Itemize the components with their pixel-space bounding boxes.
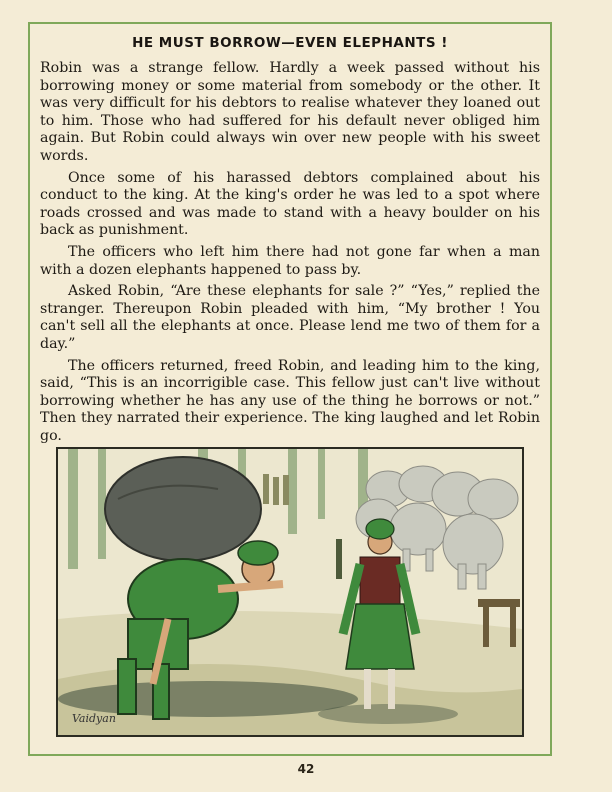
distant-officers: [263, 474, 289, 505]
story-title: HE MUST BORROW—EVEN ELEPHANTS !: [132, 35, 448, 51]
paragraph-3: The officers who left him there had not gone far when a man with a dozen elephants happened to pass by.: [40, 243, 540, 278]
story-text: [40, 60, 540, 449]
illustration-drawing: [58, 449, 522, 735]
story-illustration: [56, 447, 524, 737]
paragraph-1: Robin was a strange fellow. Hardly a week passed without his borrowing money or some material from somebody or the other. It was very difficult for his debtors to realise whatever they loaned out to him. Those who had suffered for his default never obliged him again. But Robin could always win over new people with his sweet words.: [40, 60, 540, 164]
artist-signature: Vaidyan: [72, 712, 116, 725]
page-number: 42: [297, 762, 315, 776]
paragraph-2: Once some of his harassed debtors complained about his conduct to the king. At the king's order he was led to a spot where roads crossed and was made to stand with a heavy boulder on his back as punishment.: [40, 169, 540, 239]
paragraph-5: The officers returned, freed Robin, and leading him to the king, said, “This is an incorrigible case. This fellow just can't live without borrowing whether he has any use of the thing he borrows or not.” Then they narrated their experience. The king laughed and let Robin go.: [40, 357, 540, 444]
boulder: [105, 457, 261, 561]
paragraph-4: Asked Robin, “Are these elephants for sale ?” “Yes,” replied the stranger. Thereupon Robin pleaded with him, “My brother ! You can't sell all the elephants at once. Please lend me two of them for a day.”: [40, 283, 540, 352]
